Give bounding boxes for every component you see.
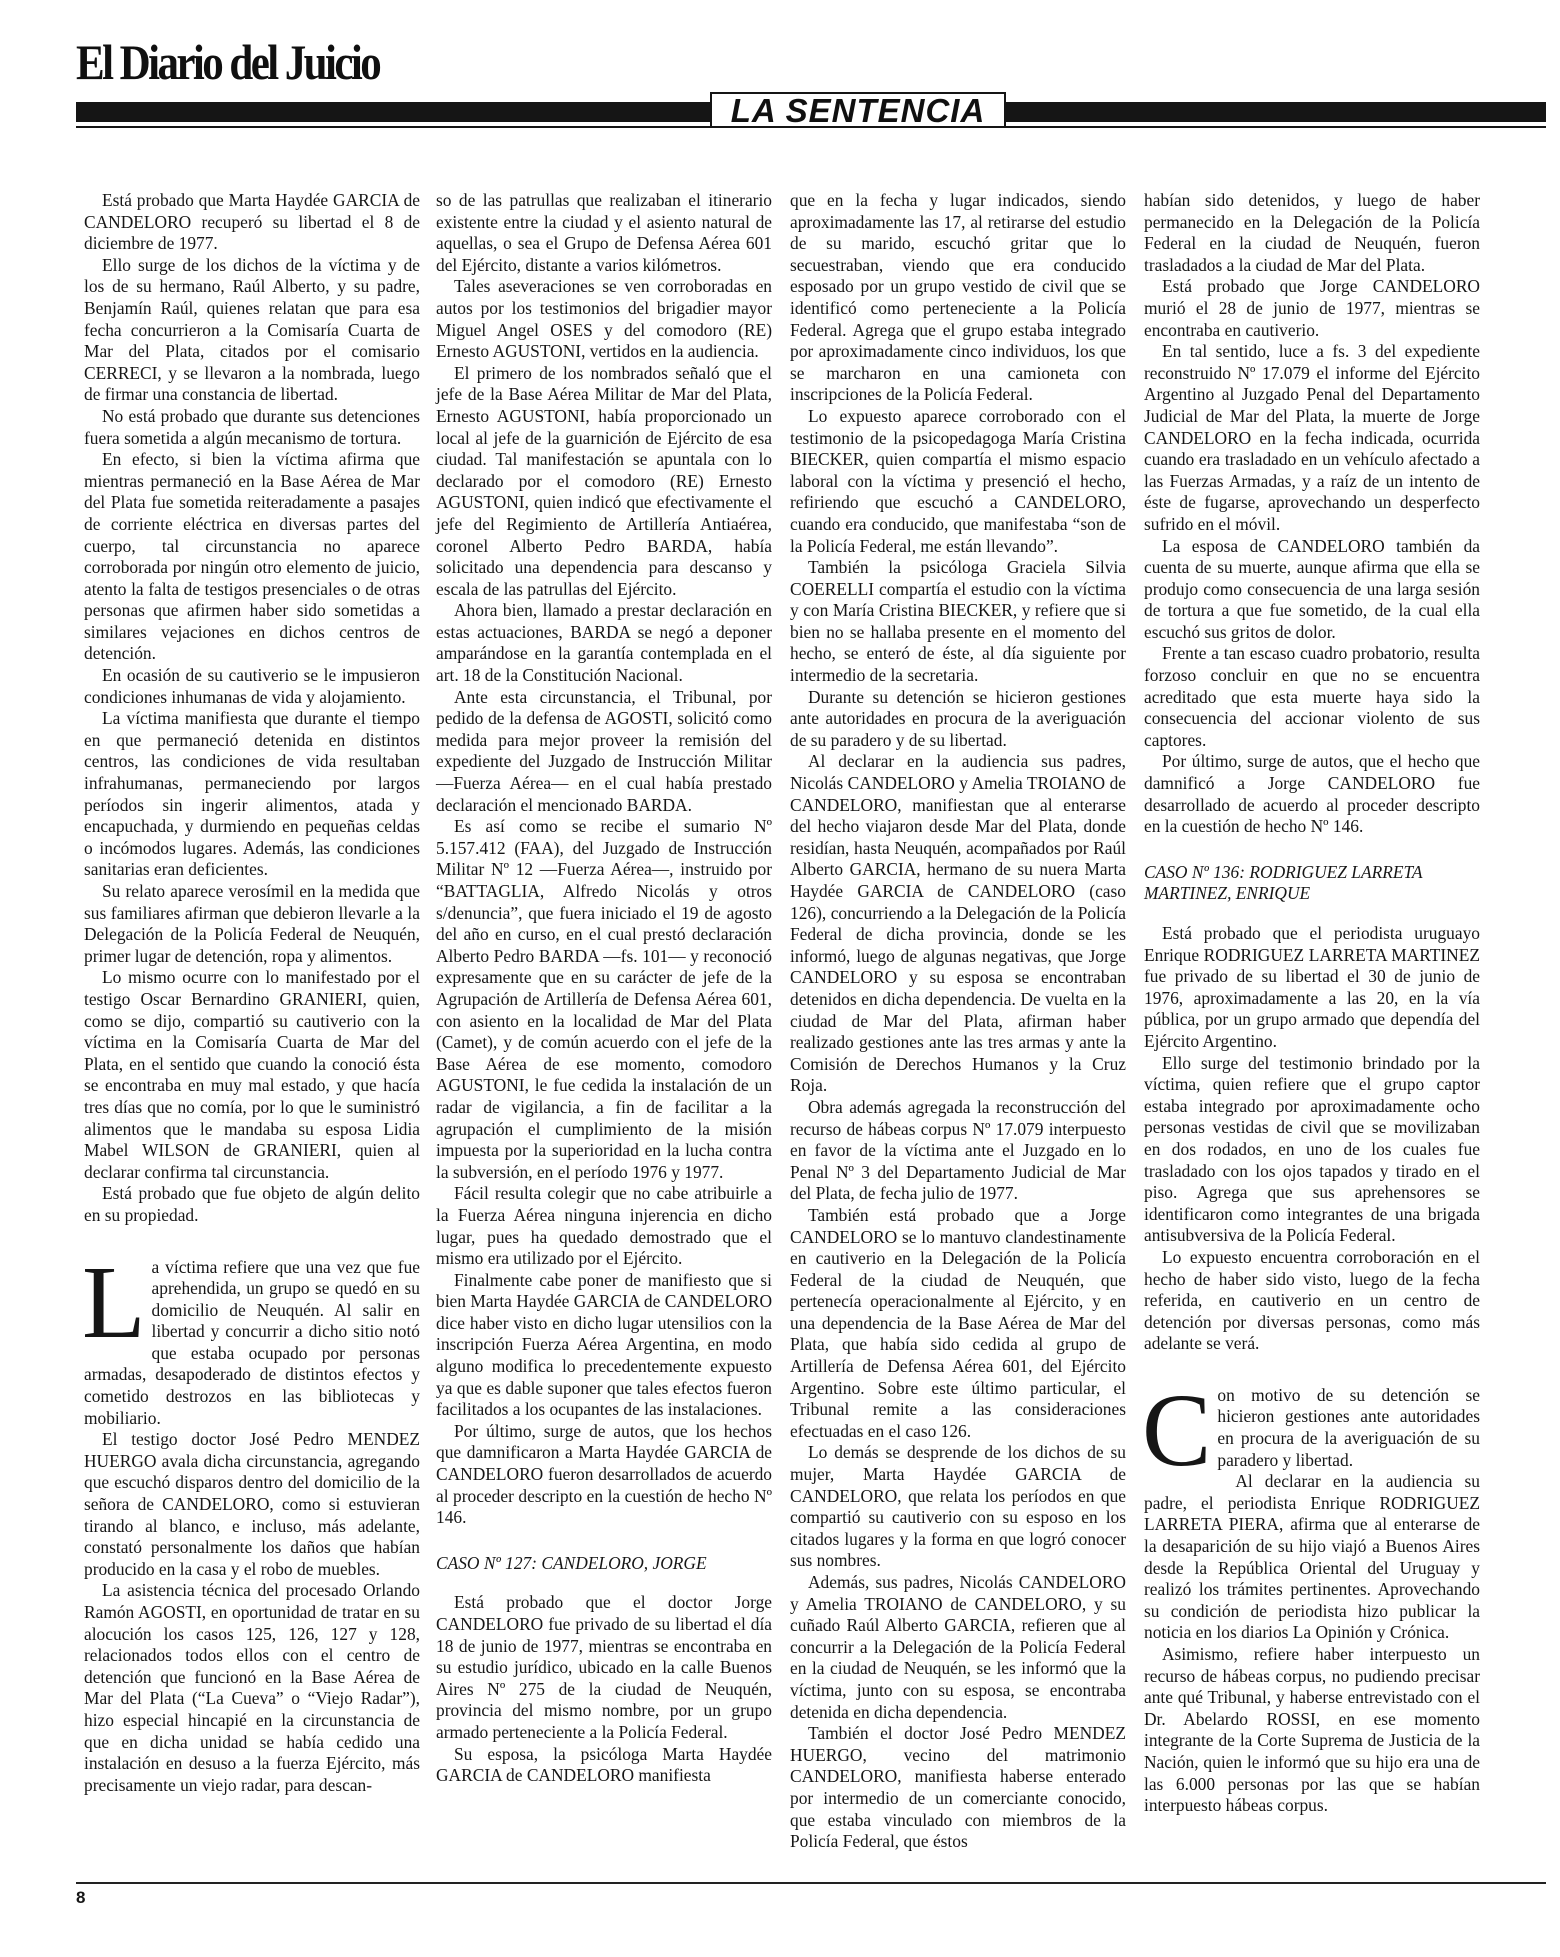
newspaper-title: El Diario del Juicio [76,34,380,90]
paragraph: Ello surge del testimonio brindado por la víctima, quien refiere que el grupo captor estaba integrado por aproximadamente ocho personas vestidas de civil que se movilizaban en dos rodados, en uno de los cuales fue trasladado con los ojos tapados y tirado en el piso. Agrega que sus aprehensores se identificaron como integrantes de una brigada antisubversiva de la Policía Federal. [1144,1052,1480,1246]
paragraph: También el doctor José Pedro MENDEZ HUERGO, vecino del matrimonio CANDELORO, manifiesta haberse enterado por intermedio de un comerciante conocido, que estaba vinculado con miembros de la Policía Federal, que éstos [790,1723,1126,1852]
paragraph: Es así como se recibe el sumario Nº 5.157.412 (FAA), del Juzgado de Instrucción Militar Nº 12 —Fuerza Aérea—, instruido por “BATTAGLIA, Alfredo Nicolás y otros s/denuncia”, que fuera iniciado el 19 de agosto del año en curso, en el cual prestó declaración Alberto Pedro BARDA —fs. 101— y reconoció expresamente que en su carácter de jefe de la Agrupación de Artillería de Defensa Aérea 601, con asiento en la localidad de Mar del Plata (Camet), y de común acuerdo con el jefe de la Base Aérea de ese momento, comodoro AGUSTONI, le fue cedida la instalación de un radar de vigilancia, a fin de facilitar a la agrupación el cumplimiento de la misión impuesta por la superioridad en la lucha contra la subversión, en el período 1976 y 1977. [436,816,772,1182]
drop-cap: L [82,1244,146,1360]
paragraph: Está probado que el periodista uruguayo Enrique RODRIGUEZ LARRETA MARTINEZ fue privado de su libertad el 30 de junio de 1976, aproximadamente a las 20, en la vía pública, por un grupo armado que dependía del Ejército Argentino. [1144,923,1480,1051]
paragraph: El testigo doctor José Pedro MENDEZ HUERGO avala dicha circunstancia, agregando que escuchó disparos dentro del domicilio de la señora de CANDELORO, como si estuvieran tirando al blanco, e incluso, más adelante, constató personalmente los daños que habían producido en la casa y el robo de muebles. [84,1429,420,1579]
paragraph: La asistencia técnica del procesado Orlando Ramón AGOSTI, en oportunidad de tratar en su alocución los casos 125, 126, 127 y 128, relacionados todos ellos con el centro de detención que funcionó en la Base Aérea de Mar del Plata (“La Cueva” o “Viejo Radar”), hizo especial hincapié en la circunstancia de que en dicha unidad se había cedido una instalación en desuso a la fuerza Ejército, más precisamente un viejo radar, para descan- [84,1580,420,1795]
paragraph: También la psicóloga Graciela Silvia COERELLI compartía el estudio con la víctima y con María Cristina BIECKER, y refiere que si bien no se hallaba presente en el momento del hecho, se enteró de éste, al día siguiente por intermedio de la secretaria. [790,557,1126,686]
article-column-3 [790,190,1126,1853]
section-banner [76,92,1546,129]
article-column-2 [436,190,772,1787]
paragraph: Al declarar en la audiencia su padre, el periodista Enrique RODRIGUEZ LARRETA PIERA, afirma que al enterarse de la desaparición de su hijo viajó a Buenos Aires desde la República Oriental del Uruguay y realizó los trámites pertinentes. Aprovechando su condición de periodista hizo publicar la noticia en los diarios La Opinión y Crónica. [1144,1471,1480,1643]
paragraph: En ocasión de su cautiverio se le impusieron condiciones inhumanas de vida y alojamiento. [84,665,420,707]
section-label: LA SENTENCIA [710,92,1006,128]
paragraph-text: on motivo de su detención se hicieron gestiones ante autoridades en procura de la averiguación de su paradero y libertad. [1217,1384,1480,1470]
paragraph: Fácil resulta colegir que no cabe atribuirle a la Fuerza Aérea ninguna injerencia en dicho lugar, pues ha quedado demostrado que el mismo era utilizado por el Ejército. [436,1183,772,1269]
paragraph: Lo mismo ocurre con lo manifestado por el testigo Oscar Bernardino GRANIERI, quien, como se dijo, compartió su cautiverio con la víctima en la Comisaría Cuarta de Mar del Plata, en el sentido que cuando la conoció ésta se encontraba en muy mal estado, y que hacía tres días que no comía, por lo que le suministró alimentos que le mandaba su esposa Lidia Mabel WILSON de GRANIERI, quien al declarar confirma tal circunstancia. [84,967,420,1182]
paragraph: Asimismo, refiere haber interpuesto un recurso de hábeas corpus, no pudiendo precisar ante qué Tribunal, y haberse entrevistado con el Dr. Abelardo ROSSI, en ese momento integrante de la Corte Suprema de Justicia de la Nación, quien le informó que su hijo era una de las 6.000 personas por las que se habían interpuesto hábeas corpus. [1144,1644,1480,1816]
paragraph: Está probado que el doctor Jorge CANDELORO fue privado de su libertad el día 18 de junio de 1977, mientras se encontraba en su estudio jurídico, ubicado en la calle Buenos Aires Nº 275 de la ciudad de Neuquén, provincia del mismo nombre, por un grupo armado perteneciente a la Policía Federal. [436,1592,772,1742]
paragraph: Además, sus padres, Nicolás CANDELORO y Amelia TROIANO de CANDELORO, y su cuñado Raúl Alberto GARCIA, refieren que al concurrir a la Delegación de la Policía Federal en la ciudad de Neuquén, se les informó que la víctima, junto con su esposa, se encontraba detenida en dicha dependencia. [790,1572,1126,1722]
paragraph: Tales aseveraciones se ven corroboradas en autos por los testimonios del brigadier mayor Miguel Angel OSES y del comodoro (RE) Ernesto AGUSTONI, vertidos en la audiencia. [436,276,772,362]
drop-cap: C [1142,1372,1212,1488]
article-column-1 [84,190,420,1796]
paragraph: La esposa de CANDELORO también da cuenta de su muerte, aunque afirma que ella se produjo como consecuencia de una larga sesión de tortura a que fue sometido, de la cual ella escuchó sus gritos de dolor. [1144,535,1480,642]
paragraph: Obra además agregada la reconstrucción del recurso de hábeas corpus Nº 17.079 interpuesto en favor de la víctima ante el Juzgado en lo Penal Nº 3 del Departamento Judicial de Mar del Plata, de fecha julio de 1977. [790,1096,1126,1204]
paragraph: No está probado que durante sus detenciones fuera sometida a algún mecanismo de tortura. [84,405,420,448]
paragraph: Lo expuesto encuentra corroboración en el hecho de haber sido visto, luego de la fecha referida, en cautiverio en un centro de detención por diversas personas, como más adelante se verá. [1144,1246,1480,1354]
paragraph: En tal sentido, luce a fs. 3 del expediente reconstruido Nº 17.079 el informe del Ejército Argentino al Juzgado Penal del Departamento Judicial de Mar del Plata, la muerte de Jorge CANDELORO en la fecha indicada, ocurrida cuando era trasladado en un vehículo afectado a las Fuerzas Armadas, y a raíz de un intento de éste de fugarse, aprovechando un desperfecto sufrido en el móvil. [1144,341,1480,534]
case-heading: CASO Nº 127: CANDELORO, JORGE [436,1552,707,1573]
paragraph: El primero de los nombrados señaló que el jefe de la Base Aérea Militar de Mar del Plata, Ernesto AGUSTONI, había proporcionado un local al jefe de la guarnición de Ejército de esa ciudad. Tal manifestación se apuntala con lo declarado por el comodoro (RE) Ernesto AGUSTONI, quien indicó que efectivamente el jefe del Regimiento de Artillería Antiaérea, coronel Alberto Pedro BARDA, había solicitado una dependencia para descanso y escala de las patrullas del Ejército. [436,362,772,599]
paragraph: Lo expuesto aparece corroborado con el testimonio de la psicopedagoga María Cristina BIECKER, quien compartía el mismo espacio laboral con la víctima y presenció el hecho, refiriendo que escuchó a CANDELORO, cuando era conducido, que manifestaba “son de la Policía Federal, me están llevando”. [790,405,1126,556]
paragraph-dropcap [82,1244,420,1430]
paragraph: Está probado que fue objeto de algún delito en su propiedad. [84,1183,420,1225]
case-heading: CASO Nº 136: RODRIGUEZ LARRETA MARTINEZ, ENRIQUE [1144,861,1423,904]
masthead [76,36,429,88]
paragraph: que en la fecha y lugar indicados, siendo aproximadamente las 17, al retirarse del estudio de su marido, escuchó gritar que lo secuestraban, viendo que era conducido esposado por un grupo vestido de civil que se identificó como perteneciente a la Policía Federal. Agrega que el grupo estaba integrado por aproximadamente cinco individuos, los que se marcharon en una camioneta con inscripciones de la Policía Federal. [790,190,1126,405]
paragraph: Al declarar en la audiencia sus padres, Nicolás CANDELORO y Amelia TROIANO de CANDELORO, manifiestan que al enterarse del hecho viajaron desde Mar del Plata, donde residían, hasta Neuquén, acompañados por Raúl Alberto GARCIA, hermano de su nuera Marta Haydée GARCIA de CANDELORO (caso 126), concurriendo a la Delegación de la Policía Federal de dicha provincia, donde se les informó, luego de algunas negativas, que Jorge CANDELORO y su esposa se encontraban detenidos en dicha dependencia. De vuelta en la ciudad de Mar del Plata, afirman haber realizado gestiones ante las tres armas y ante la Comisión de Derechos Humanos y la Cruz Roja. [790,751,1126,1096]
paragraph: Frente a tan escaso cuadro probatorio, resulta forzoso concluir en que no se encuentra acreditado que esta muerte haya sido la consecuencia del accionar violento de sus captores. [1144,643,1480,750]
footer-rule [76,1882,1546,1884]
paragraph: so de las patrullas que realizaban el itinerario existente entre la ciudad y el asiento natural de aquellas, o sea el Grupo de Defensa Aérea 601 del Ejército, distante a varios kilómetros. [436,190,772,275]
paragraph: Ahora bien, llamado a prestar declaración en estas actuaciones, BARDA se negó a deponer amparándose en la garantía contemplada en el art. 18 de la Constitución Nacional. [436,600,772,686]
paragraph: Finalmente cabe poner de manifiesto que si bien Marta Haydée GARCIA de CANDELORO dice haber visto en dicho lugar utensilios con la inscripción Fuerza Aérea Argentina, en modo alguno modifica lo precedentemente expuesto ya que es dable suponer que tales efectos fueron facilitados a los ocupantes de las instalaciones. [436,1269,772,1420]
paragraph: habían sido detenidos, y luego de haber permanecido en la Delegación de la Policía Federal en la ciudad de Neuquén, fueron trasladados a la ciudad de Mar del Plata. [1144,190,1480,275]
paragraph: Está probado que Marta Haydée GARCIA de CANDELORO recuperó su libertad el 8 de diciembre de 1977. [84,190,420,254]
paragraph: La víctima manifiesta que durante el tiempo en que permaneció detenida en distintos centros, las condiciones de vida resultaban infrahumanas, permaneciendo por largos períodos sin ingerir alimentos, atada y encapuchada, y durmiendo en pequeñas celdas o incómodos lugares. Además, las condiciones sanitarias eran deficientes. [84,708,420,880]
page-number: 8 [76,1888,86,1907]
paragraph: Está probado que Jorge CANDELORO murió el 28 de junio de 1977, mientras se encontraba en cautiverio. [1144,276,1480,340]
paragraph-text: a víctima refiere que una vez que fue aprehendida, un grupo se quedó en su domicilio de Neuquén. Al salir en libertad y concurrir a dicho sitio notó que estaba ocupado por personas armadas, desapoderado de distintos efectos y cometido destrozos en las bibliotecas y mobiliario. [84,1256,420,1428]
paragraph: Durante su detención se hicieron gestiones ante autoridades en procura de la averiguación de su paradero y de su libertad. [790,686,1126,750]
paragraph: Su esposa, la psicóloga Marta Haydée GARCIA de CANDELORO manifiesta [436,1743,772,1786]
paragraph: Lo demás se desprende de los dichos de su mujer, Marta Haydée GARCIA de CANDELORO, que relata los períodos en que compartió su cautiverio con su esposo en los citados lugares y la forma en que logró conocer sus nombres. [790,1442,1126,1571]
paragraph: Ello surge de los dichos de la víctima y de los de su hermano, Raúl Alberto, y su padre, Benjamín Raúl, quienes relatan que para esa fecha concurrieron a la Comisaría Cuarta de Mar del Plata, citados por el comisario CERRECI, y se llevaron a la nombrada, luego de firmar una constancia de libertad. [84,254,420,405]
paragraph: Ante esta circunstancia, el Tribunal, por pedido de la defensa de AGOSTI, solicitó como medida para mejor proveer la remisión del expediente del Juzgado de Instrucción Militar —Fuerza Aérea— en el cual había prestado declaración el mencionado BARDA. [436,686,772,815]
paragraph: En efecto, si bien la víctima afirma que mientras permaneció en la Base Aérea de Mar del Plata fue sometida reiteradamente a pasajes de corriente eléctrica en diversas partes del cuerpo, tal circunstancia no aparece corroborada por ningún otro elemento de juicio, atento la falta de testigos presenciales o de otras personas que afirmen haber sido sometidas a similares vejaciones en dichos centros de detención. [84,449,420,664]
paragraph: Por último, surge de autos, que los hechos que damnificaron a Marta Haydée GARCIA de CANDELORO fueron desarrollados de acuerdo al proceder descripto en la cuestión de hecho Nº 146. [436,1420,772,1528]
paragraph: Por último, surge de autos, que el hecho que damnificó a Jorge CANDELORO fue desarrollado de acuerdo al proceder descripto en la cuestión de hecho Nº 146. [1144,751,1480,837]
paragraph-dropcap [1142,1372,1480,1488]
article-column-4 [1144,190,1480,1817]
paragraph: Su relato aparece verosímil en la medida que sus familiares afirman que debieron llevarle a la Delegación de la Policía Federal de Neuquén, primer lugar de detención, ropa y alimentos. [84,881,420,966]
paragraph: También está probado que a Jorge CANDELORO se lo mantuvo clandestinamente en cautiverio en la Delegación de la Policía Federal de la ciudad de Neuquén, que pertenecía operacionalmente al Ejército, y en una dependencia de la Base Aérea de Mar del Plata, que había sido cedida al grupo de Artillería de Defensa Aérea 601, del Ejército Argentino. Sobre este último particular, el Tribunal remite a las consideraciones efectuadas en el caso 126. [790,1204,1126,1441]
